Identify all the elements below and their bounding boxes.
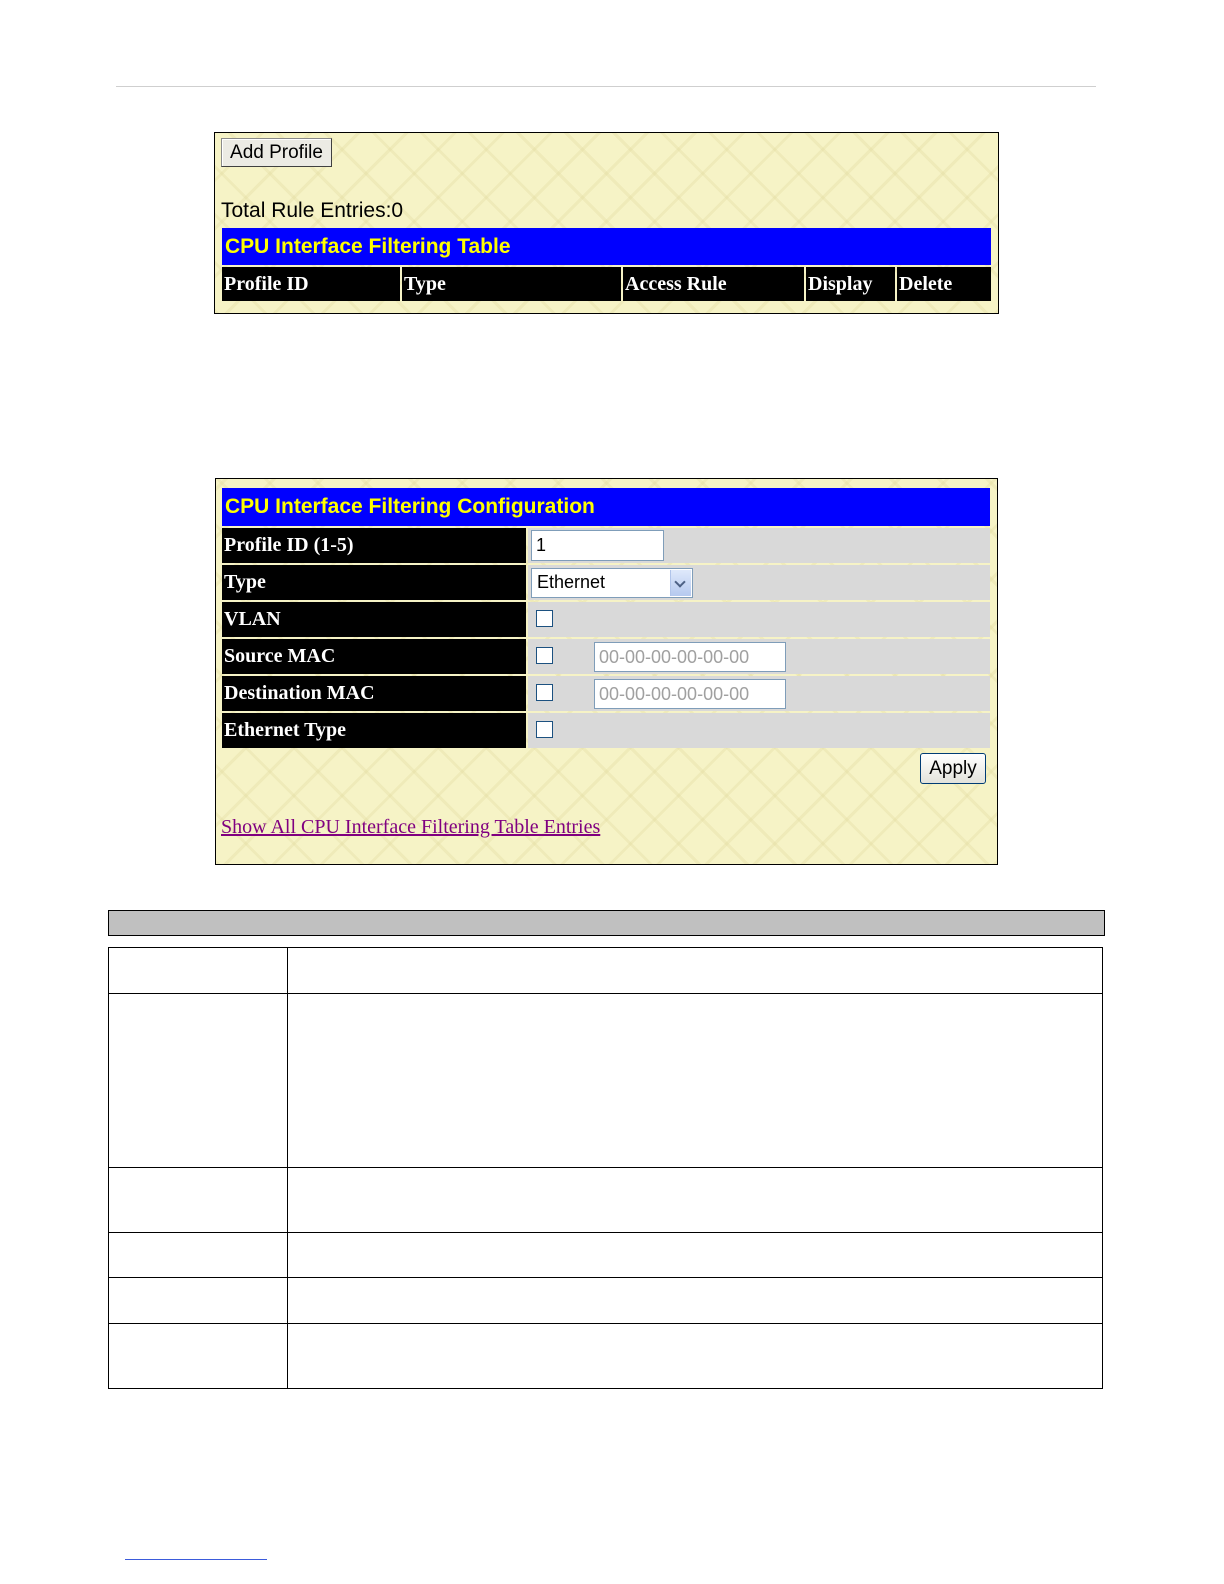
row-destination-mac: [222, 676, 990, 711]
table-row: [109, 948, 1103, 994]
column-header-access-rule: Access Rule: [623, 267, 804, 301]
ethernet-type-label: Ethernet Type: [222, 713, 526, 748]
row-ethernet-type: [222, 713, 990, 748]
column-header-profile-id: Profile ID: [222, 267, 400, 301]
type-select[interactable]: [531, 568, 693, 598]
row-profile-id: [222, 528, 990, 563]
table-row: [109, 1233, 1103, 1278]
row-source-mac: [222, 639, 990, 674]
table-row: [109, 994, 1103, 1168]
source-mac-input[interactable]: 00-00-00-00-00-00: [594, 642, 786, 672]
ethernet-type-checkbox[interactable]: [536, 721, 553, 738]
footer-rule: [125, 1559, 267, 1560]
header-rule: [116, 86, 1096, 87]
filtering-table-panel: [214, 132, 999, 314]
add-profile-button[interactable]: Add Profile: [221, 138, 332, 167]
chevron-down-icon[interactable]: [670, 570, 691, 596]
table-row: [109, 1168, 1103, 1233]
column-header-type: Type: [402, 267, 621, 301]
vlan-cell: [528, 602, 990, 637]
description-table-header: [108, 910, 1105, 936]
destination-mac-label: Destination MAC: [222, 676, 526, 711]
profile-id-label: Profile ID (1-5): [222, 528, 526, 563]
destination-mac-input[interactable]: 00-00-00-00-00-00: [594, 679, 786, 709]
profile-id-input[interactable]: 1: [531, 530, 664, 561]
source-mac-label: Source MAC: [222, 639, 526, 674]
row-vlan: [222, 602, 990, 637]
destination-mac-checkbox[interactable]: [536, 684, 553, 701]
source-mac-checkbox[interactable]: [536, 647, 553, 664]
type-selected-value: Ethernet: [537, 572, 606, 592]
vlan-checkbox[interactable]: [536, 610, 553, 627]
apply-button[interactable]: Apply: [920, 753, 986, 784]
ethernet-type-cell: [528, 713, 990, 748]
show-all-entries-link[interactable]: Show All CPU Interface Filtering Table Entries: [221, 816, 601, 838]
profile-id-cell: [528, 528, 990, 563]
table-row: [109, 1278, 1103, 1324]
row-type: [222, 565, 990, 600]
table-row: [109, 1324, 1103, 1389]
type-label: Type: [222, 565, 526, 600]
destination-mac-cell: [528, 676, 990, 711]
column-header-delete: Delete: [897, 267, 991, 301]
filtering-table-title: CPU Interface Filtering Table: [222, 228, 991, 265]
vlan-label: VLAN: [222, 602, 526, 637]
total-rule-entries: Total Rule Entries:0: [221, 199, 404, 222]
type-cell: [528, 565, 990, 600]
filtering-table-header: [222, 267, 991, 301]
description-table: [108, 947, 1103, 1389]
column-header-display: Display: [806, 267, 895, 301]
filtering-config-panel: [215, 478, 998, 865]
source-mac-cell: [528, 639, 990, 674]
config-form: [222, 528, 990, 750]
config-title: CPU Interface Filtering Configuration: [222, 488, 990, 526]
